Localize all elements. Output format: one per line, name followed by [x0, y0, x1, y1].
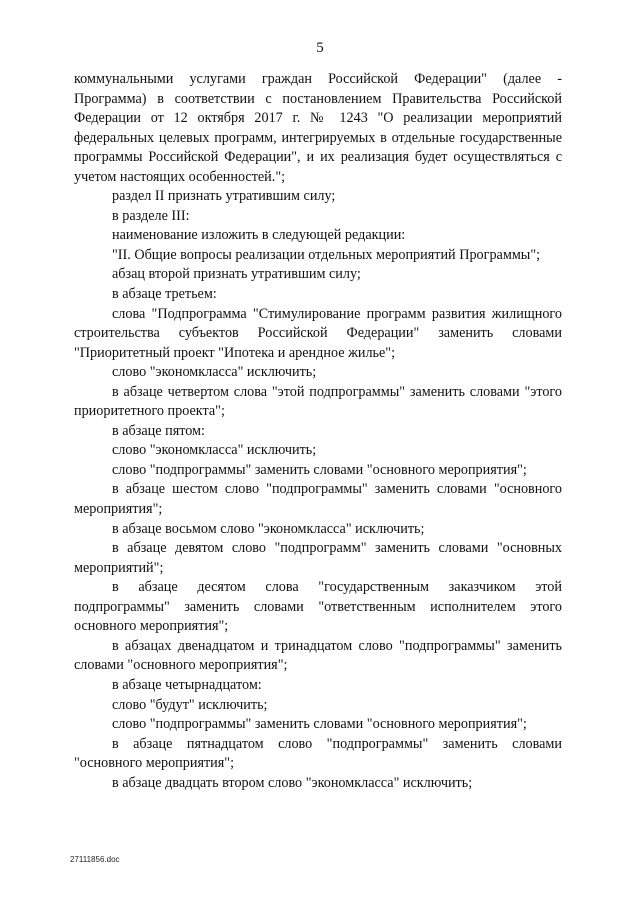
paragraph: слово "будут" исключить;: [112, 696, 268, 713]
paragraph: в абзаце пятнадцатом слово "подпрограммы" заменить словами "основного мероприятия";: [74, 735, 562, 772]
paragraph: в абзаце восьмом слово "экономкласса" исключить;: [112, 520, 425, 537]
page-number: 5: [316, 40, 324, 56]
paragraph: слово "подпрограммы" заменить словами "основного мероприятия";: [112, 716, 527, 733]
paragraph: в абзаце десятом слова "государственным заказчиком этой подпрограммы" заменить словами "ответственным исполнителем этого основного мероприятия";: [74, 579, 562, 635]
paragraph: в абзаце девятом слово "подпрограмм" заменить словами "основных мероприятий";: [74, 540, 562, 576]
paragraph: абзац второй признать утратившим силу;: [112, 266, 361, 283]
paragraph: слово "экономкласса" исключить;: [112, 364, 317, 381]
paragraph: слова "Подпрограмма "Стимулирование программ развития жилищного строительства субъектов Российской Федерации" заменить словами "Приоритетный проект "Ипотека и арендное жилье";: [74, 305, 562, 361]
paragraph: в абзацах двенадцатом и тринадцатом слово "подпрограммы" заменить словами "основного мероприятия";: [74, 637, 562, 674]
paragraph: в абзаце пятом:: [112, 422, 205, 439]
paragraph: в абзаце шестом слово "подпрограммы" заменить словами "основного мероприятия";: [74, 481, 562, 518]
paragraph: в разделе III:: [112, 207, 190, 224]
paragraph: в абзаце четырнадцатом:: [112, 676, 262, 693]
paragraph: в абзаце четвертом слова "этой подпрограммы" заменить словами "этого приоритетного проекта";: [74, 383, 562, 420]
paragraph: в абзаце третьем:: [112, 286, 217, 303]
paragraph: наименование изложить в следующей редакции:: [112, 227, 406, 244]
paragraph: слово "подпрограммы" заменить словами "основного мероприятия";: [112, 461, 527, 478]
paragraph: слово "экономкласса" исключить;: [112, 442, 317, 459]
footer-file-id: 27111856.doc: [70, 855, 120, 864]
paragraph: "II. Общие вопросы реализации отдельных мероприятий Программы";: [112, 246, 541, 263]
paragraph: коммунальными услугами граждан Российской Федерации" (далее - Программа) в соответствии с постановлением Правительства Российской Федерации от 12 октября 2017 г. № 1243 "О реализации мероприятий федеральных целевых программ, интегрируемых в отдельные государственные программы Российской Федерации", и их реализация будет осуществляться с учетом настоящих особенностей.";: [74, 71, 562, 185]
document-body: [74, 70, 562, 793]
paragraph: в абзаце двадцать втором слово "экономкласса" исключить;: [112, 774, 473, 791]
paragraph: раздел II признать утратившим силу;: [112, 188, 336, 205]
